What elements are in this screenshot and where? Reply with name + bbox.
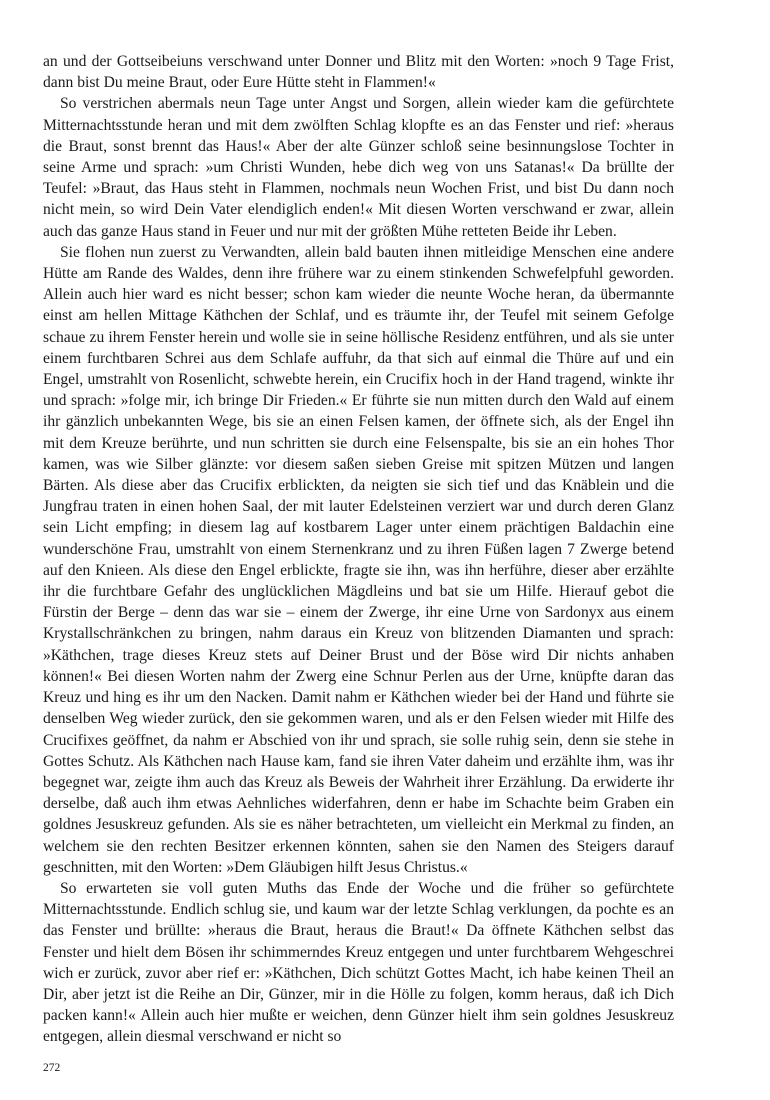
paragraph-3: Sie flohen nun zuerst zu Verwandten, allein bald bauten ihnen mitleidige Menschen eine andere Hütte am Rande des Waldes, denn ihre frühere war zu einem stinkenden Schwefelpfuhl geworden. Allein auch hier ward es nicht besser; schon kam wieder die neunte Woche heran, da übermannte einst am hellen Mittage Käthchen der Schlaf, und es träumte ihr, der Teufel mit seinem Gefolge schaue zu ihrem Fenster herein und wolle sie in seine höllische Residenz entführen, und als sie unter einem furchtbaren Schrei aus dem Schlafe auffuhr, da that sich auf einmal die Thüre auf und ein Engel, umstrahlt von Rosenlicht, schwebte herein, ein Crucifix hoch in der Hand tragend, winkte ihr und sprach: »folge mir, ich bringe Dir Frieden.« Er führte sie nun mitten durch den Wald auf einem ihr gänzlich unbekannten Wege, bis sie an einen Felsen kamen, der öffnete sich, als der Engel ihn mit dem Kreuze berührte, und nun schritten sie durch eine Felsenspalte, bis sie an ein hohes Thor kamen, was wie Silber glänzte: vor diesem saßen sieben Greise mit spitzen Mützen und langen Bärten. Als diese aber das Crucifix erblickten, da neigten sie sich tief und das Knäblein und die Jungfrau traten in einen hohen Saal, der mit lauter Edelsteinen verziert war und durch deren Glanz sein Licht empfing; in diesem lag auf kostbarem Lager unter einem prächtigen Baldachin eine wunderschöne Frau, umstrahlt von einem Sternenkranz und zu ihren Füßen lagen 7 Zwerge betend auf den Knieen. Als diese den Engel erblickte, fragte sie ihn, was ihn herführe, dieser aber erzählte ihr die furchtbare Gefahr des unglücklichen Mägdleins und bat sie um Hilfe. Hierauf gebot die Fürstin der Berge – denn das war sie – einem der Zwerge, ihr eine Urne von Sardonyx aus einem Krystallschränkchen zu bringen, nahm daraus ein Kreuz von blitzenden Diamanten und sprach: »Käthchen, trage dieses Kreuz stets auf Deiner Brust und der Böse wird Dir nichts anhaben können!« Bei diesen Worten nahm der Zwerg eine Schnur Perlen aus der Urne, knüpfte daran das Kreuz und hing es ihr um den Nacken. Damit nahm er Käthchen wieder bei der Hand und führte sie denselben Weg wieder zurück, den sie gekommen waren, und als er den Felsen wieder mit Hilfe des Crucifixes geöffnet, da nahm er Abschied von ihr und sprach, sie solle ruhig sein, denn sie stehe in Gottes Schutz. Als Käthchen nach Hause kam, fand sie ihren Vater daheim und erzählte ihm, was ihr begegnet war, zeigte ihm auch das Kreuz als Beweis der Wahrheit ihrer Erzählung. Da erwiderte ihr derselbe, daß auch ihm etwas Aehnliches widerfahren, denn er habe im Schachte beim Graben ein goldnes Jesuskreuz gefunden. Als sie es näher betrachteten, um vielleicht ein Merkmal zu finden, an welchem sie den rechten Besitzer erkennen könnten, sahen sie den Namen des Steigers darauf geschnitten, mit den Worten: »Dem Gläubigen hilft Jesus Christus.« (43, 243, 674, 876)
body-text (43, 51, 674, 1048)
paragraph-4: So erwarteten sie voll guten Muths das Ende der Woche und die früher so gefürchtete Mitternachtsstunde. Endlich schlug sie, und kaum war der letzte Schlag verklungen, da pochte es an das Fenster und brüllte: »heraus die Braut, heraus die Braut!« Da öffnete Käthchen selbst das Fenster und hielt dem Bösen ihr schimmerndes Kreuz entgegen und unter furchtbarem Wehgeschrei wich er zurück, zuvor aber rief er: »Käthchen, Dich schützt Gottes Macht, ich habe keinen Theil an Dir, aber jetzt ist die Reihe an Dir, Günzer, mir in die Hölle zu folgen, komm heraus, daß ich Dich packen kann!« Allein auch hier mußte er weichen, denn Günzer hielt ihm sein goldnes Jesuskreuz entgegen, allein diesmal verschwand er nicht so (43, 879, 674, 1046)
paragraph-1: an und der Gottseibeiuns verschwand unter Donner und Blitz mit den Worten: »noch 9 Tage Frist, dann bist Du meine Braut, oder Eure Hütte steht in Flammen!« (43, 53, 674, 92)
paragraph-2: So verstrichen abermals neun Tage unter Angst und Sorgen, allein wieder kam die gefürchtete Mitternachtsstunde heran und mit dem zwölften Schlag klopfte es an das Fenster und rief: »heraus die Braut, sonst brennt das Haus!« Aber der alte Günzer schloß seine besinnungslose Tochter in seine Arme und sprach: »um Christi Wunden, hebe dich weg von uns Satanas!« Da brüllte der Teufel: »Braut, das Haus steht in Flammen, nochmals neun Wochen Frist, und bist Du dann noch nicht mein, so wird Dein Vater elendiglich enden!« Mit diesen Worten verschwand er zwar, allein auch das ganze Haus stand in Feuer und nur mit der größten Mühe retteten Beide ihr Leben. (43, 95, 674, 240)
page-number: 272 (43, 1062, 61, 1074)
